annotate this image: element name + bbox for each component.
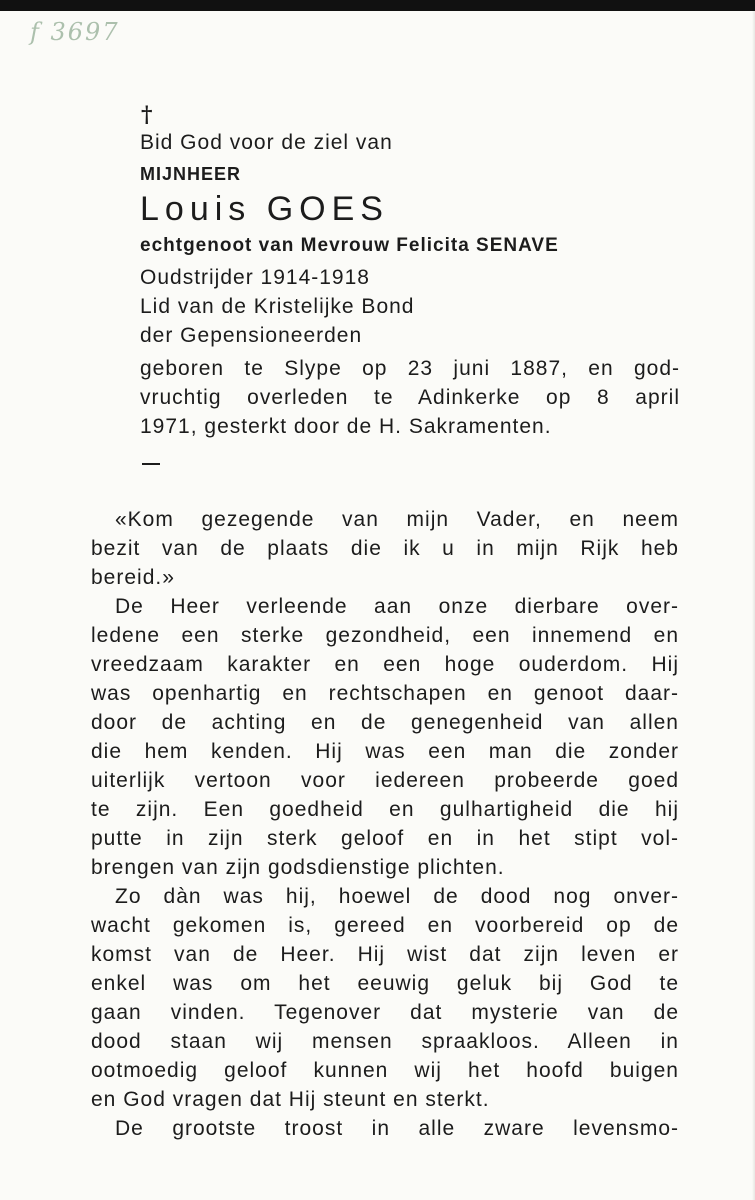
text-line: komst van de Heer. Hij wist dat zijn leven er	[91, 943, 679, 966]
text-line: ledene een sterke gezondheid, een innemend en	[91, 624, 679, 647]
text-line: was openhartig en rechtschapen en genoot daar-	[91, 682, 679, 705]
text-line: die hem kenden. Hij was een man die zonder	[91, 740, 679, 763]
bio-line: vruchtig overleden te Adinkerke op 8 april	[140, 386, 680, 409]
scripture-quote	[91, 505, 679, 592]
text-line: De grootste troost in alle zware levensmo-	[115, 1117, 679, 1140]
body-paragraph	[91, 592, 679, 882]
text-line: putte in zijn sterk geloof en in het stipt vol-	[91, 827, 679, 850]
text-line: wacht gekomen is, gereed en voorbereid op de	[91, 914, 679, 937]
biography	[140, 354, 680, 441]
text-line: brengen van zijn godsdienstige plichten.	[91, 856, 505, 879]
text-line: bereid.»	[91, 566, 175, 589]
text-line: ootmoedig geloof kunnen wij het hoofd buigen	[91, 1059, 679, 1082]
handwritten-archive-number: f 3697	[30, 18, 120, 46]
cross-icon: †	[141, 102, 153, 128]
membership-line-1: Lid van de Kristelijke Bond	[140, 295, 415, 318]
text-line: «Kom gezegende van mijn Vader, en neem	[115, 508, 679, 531]
text-line: dood staan wij mensen spraakloos. Alleen in	[91, 1030, 679, 1053]
memorial-text	[91, 505, 679, 1143]
body-paragraph	[91, 1114, 679, 1143]
body-paragraph	[91, 882, 679, 1114]
text-line: gaan vinden. Tegenover dat mysterie van de	[91, 1001, 679, 1024]
text-line: door de achting en de genegenheid van allen	[91, 711, 679, 734]
prayer-line: Bid God voor de ziel van	[140, 131, 393, 154]
text-line: uiterlijk vertoon voor iedereen probeerde goed	[91, 769, 679, 792]
text-line: en God vragen dat Hij steunt en sterkt.	[91, 1088, 490, 1111]
text-line: bezit van de plaats die ik u in mijn Rijk heb	[91, 537, 679, 560]
text-line: enkel was om het eeuwig geluk bij God te	[91, 972, 679, 995]
text-line: te zijn. Een goedheid en gulhartigheid die hij	[91, 798, 679, 821]
text-line: vreedzaam karakter en een hoge ouderdom. Hij	[91, 653, 679, 676]
text-line: De Heer verleende aan onze dierbare over-	[115, 595, 679, 618]
membership-line-2: der Gepensioneerden	[140, 324, 363, 347]
deceased-name: Louis GOES	[140, 190, 389, 228]
bio-line: 1971, gesterkt door de H. Sakramenten.	[140, 415, 552, 438]
honorific-title: MIJNHEER	[140, 164, 242, 184]
bio-line: geboren te Slype op 23 juni 1887, en god-	[140, 357, 680, 380]
veteran-line: Oudstrijder 1914-1918	[140, 266, 370, 289]
scan-top-border	[0, 0, 755, 11]
spouse-line: echtgenoot van Mevrouw Felicita SENAVE	[140, 235, 559, 256]
section-divider	[142, 463, 160, 465]
memorial-header	[140, 102, 680, 465]
text-line: Zo dàn was hij, hoewel de dood nog onver-	[115, 885, 679, 908]
